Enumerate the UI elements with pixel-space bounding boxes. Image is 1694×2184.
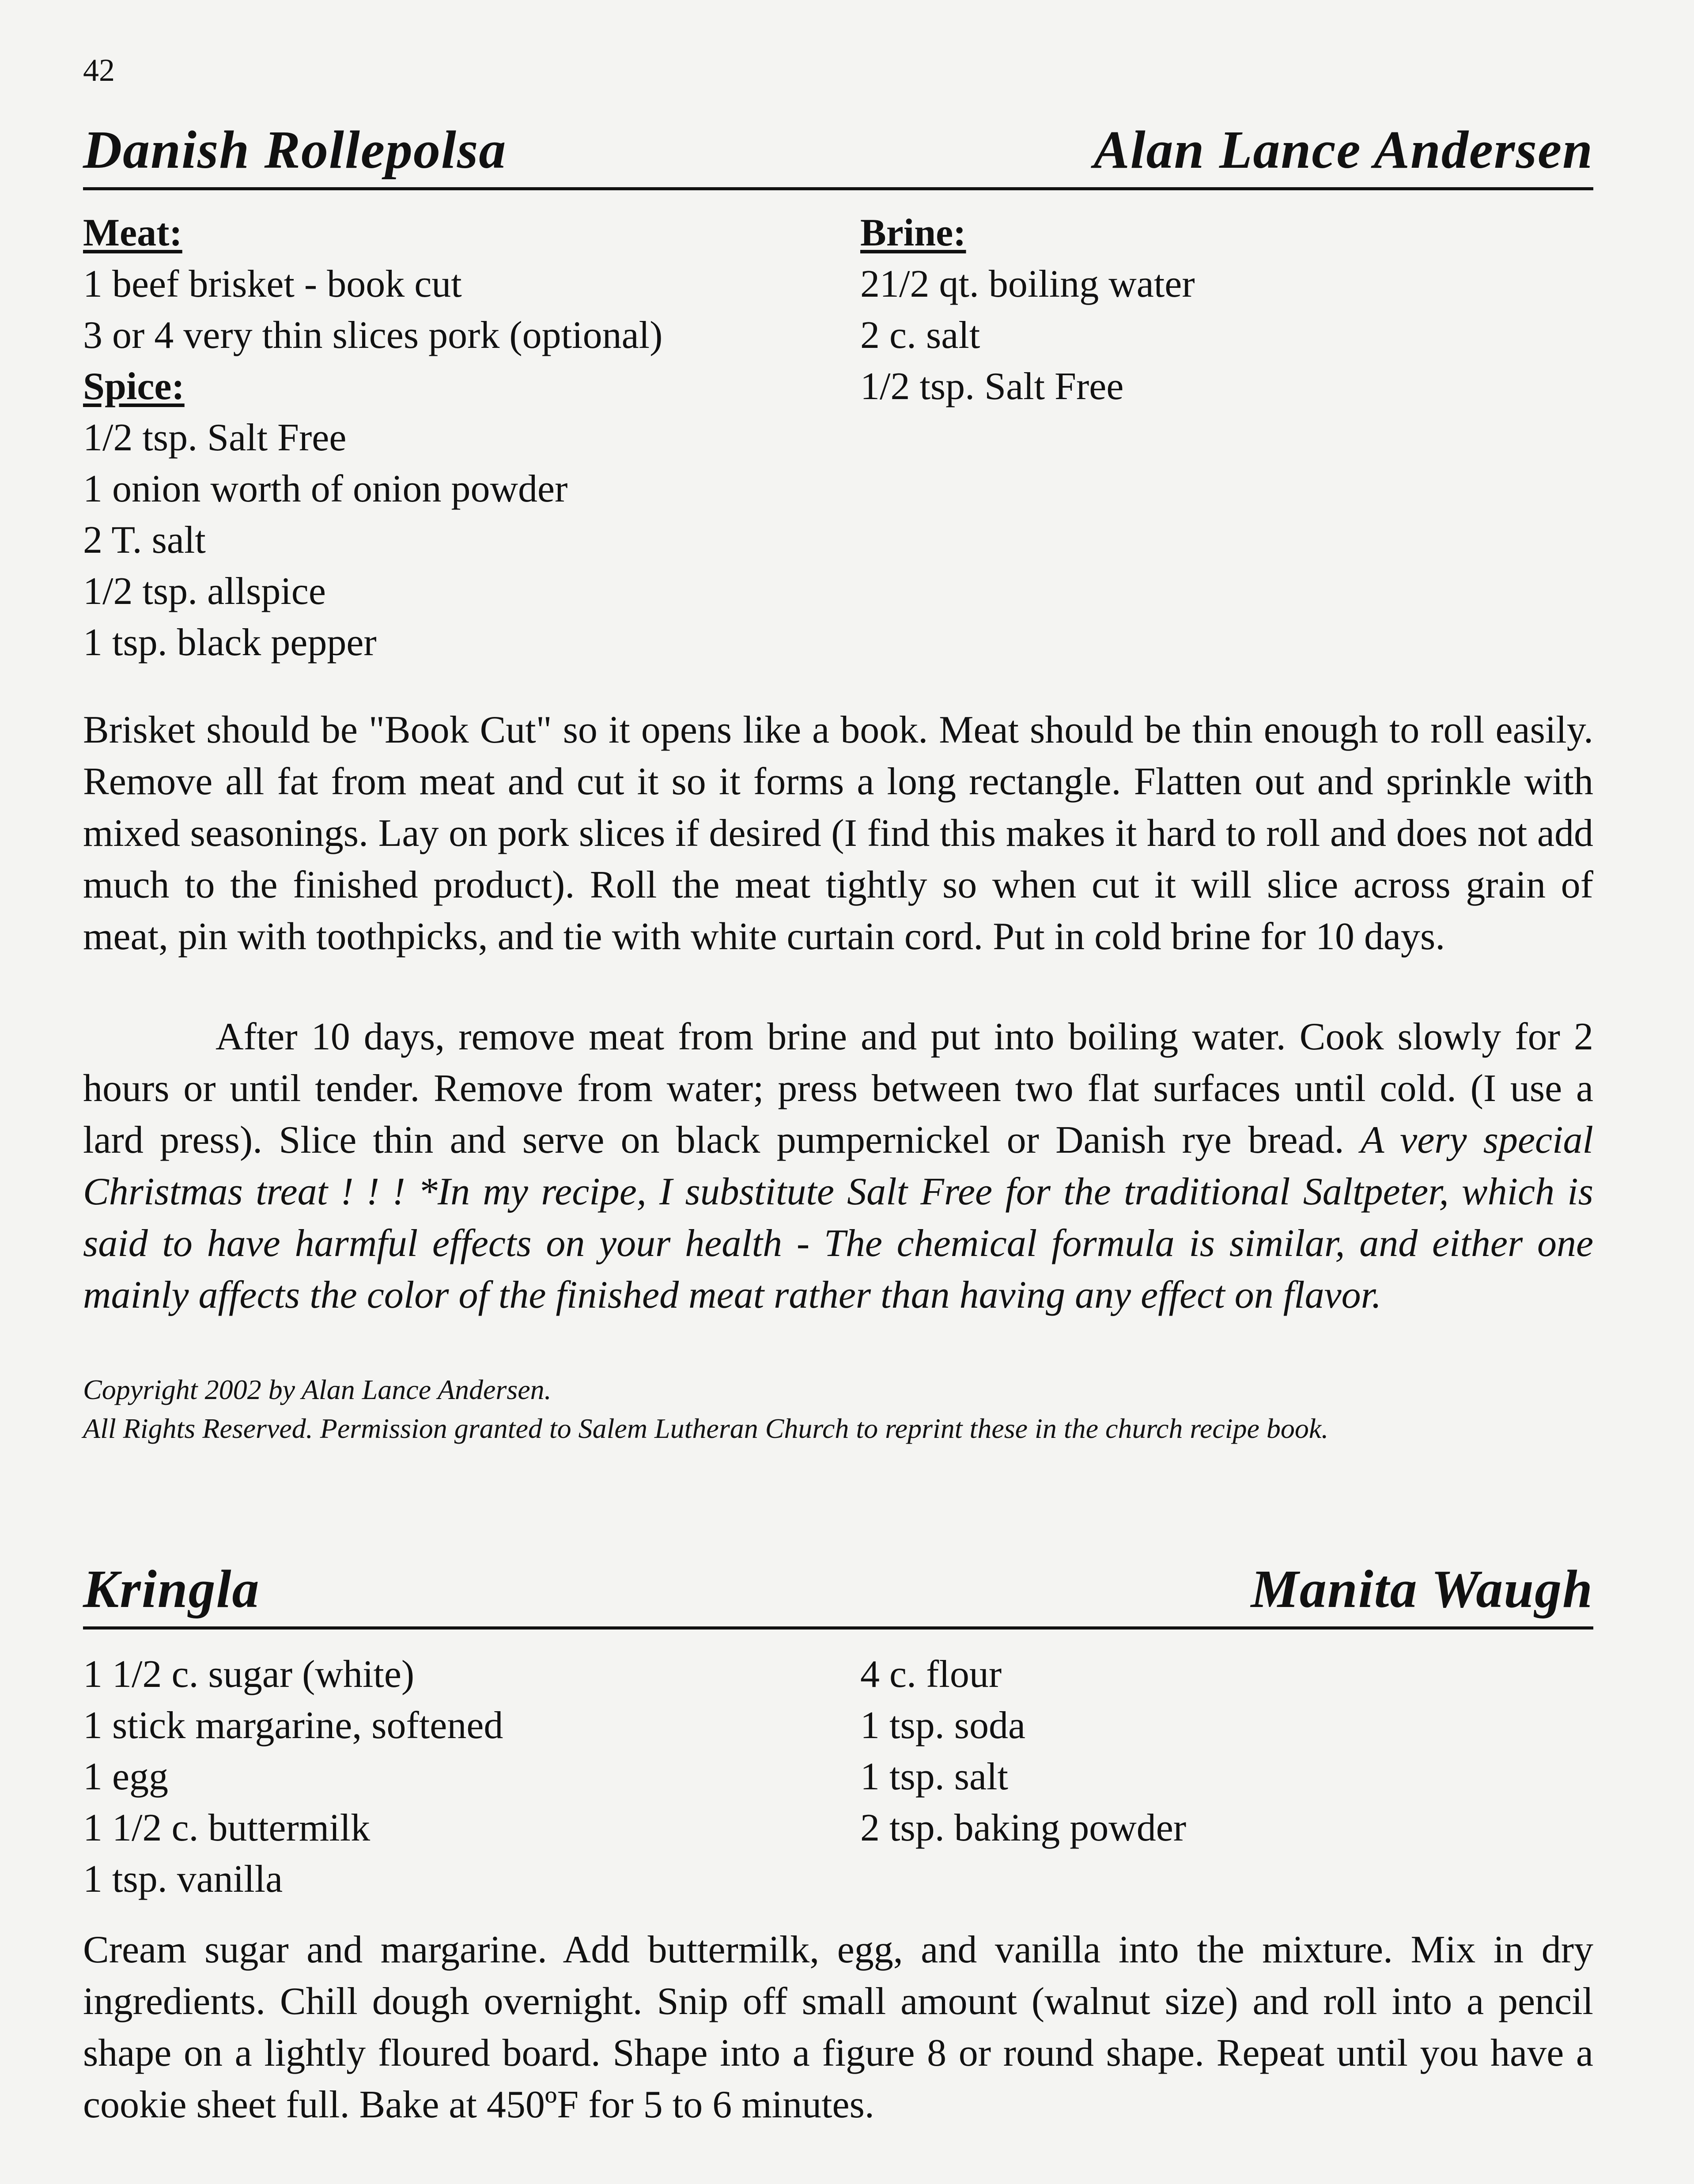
ingredient: 2 c. salt bbox=[860, 314, 980, 357]
ingredient: 2 tsp. baking powder bbox=[860, 1807, 1187, 1849]
recipe-title: Kringla bbox=[83, 1559, 260, 1619]
recipe-title: Danish Rollepolsa bbox=[83, 120, 507, 180]
rights-notice: All Rights Reserved. Permission granted to Salem Lutheran Church to reprint these in the church recipe book. bbox=[83, 1413, 1329, 1444]
ingredient: 2 T. salt bbox=[83, 519, 206, 562]
ingredient: 21/2 qt. boiling water bbox=[860, 263, 1195, 306]
instructions-text: After 10 days, remove meat from brine and put into boiling water. Cook slowly for 2 hours or until tender. Remove from water; press between two flat surfaces until cold. (I use a lard press). Slice thin and serve on black pumpernickel or Danish rye bread. bbox=[83, 1015, 1593, 1162]
instructions-paragraph: Brisket should be "Book Cut" so it opens like a book. Meat should be thin enough to roll easily. Remove all fat from meat and cut it so it forms a long rectangle. Flatten out and sprinkle with mixed seasonings. Lay on pork slices if desired (I find this makes it hard to roll and does not add much to the finished product). Roll the meat tightly so when cut it will slice across grain of meat, pin with toothpicks, and tie with white curtain cord. Put in cold brine for 10 days. bbox=[83, 709, 1593, 958]
ingredient: 1 1/2 c. buttermilk bbox=[83, 1807, 371, 1849]
kringla-instructions: Cream sugar and margarine. Add buttermilk, egg, and vanilla into the mixture. Mix in dry ingredients. Chill dough overnight. Snip off small amount (walnut size) and roll into a pencil shape on a lightly floured board. Shape into a figure 8 or round shape. Repeat until you have a cookie sheet full. Bake at 450ºF for 5 to 6 minutes. bbox=[83, 1928, 1593, 2126]
ingredient: 1/2 tsp. allspice bbox=[83, 570, 326, 613]
ingredient: 1 egg bbox=[83, 1755, 169, 1798]
ingredient: 1/2 tsp. Salt Free bbox=[860, 365, 1124, 408]
ingredient: 1 tsp. vanilla bbox=[83, 1858, 283, 1901]
recipe-title-bar bbox=[83, 1558, 1593, 1630]
recipe-author: Alan Lance Andersen bbox=[1093, 120, 1593, 180]
ingredient: 4 c. flour bbox=[860, 1653, 1002, 1696]
ingredient: 1 tsp. black pepper bbox=[83, 621, 377, 664]
ingredient: 1 1/2 c. sugar (white) bbox=[83, 1653, 415, 1696]
ingredient: 1 stick margarine, softened bbox=[83, 1704, 503, 1747]
brine-column bbox=[860, 207, 1195, 412]
meat-heading: Meat: bbox=[83, 211, 182, 254]
instructions-note: A very special Christmas treat ! ! ! *In my recipe, I substitute Salt Free for the traditional Saltpeter, which is said to have harmful effects on your health - The chemical formula is similar, and either one mainly affects the color of the finished meat rather than having any effect on flavor. bbox=[83, 1119, 1594, 1316]
ingredients-left-column bbox=[83, 1649, 503, 1905]
copyright-notice: Copyright 2002 by Alan Lance Andersen. bbox=[83, 1374, 552, 1405]
ingredient: 1 tsp. salt bbox=[860, 1755, 1008, 1798]
recipe-author: Manita Waugh bbox=[1251, 1559, 1593, 1619]
ingredient: 1/2 tsp. Salt Free bbox=[83, 416, 347, 459]
ingredient: 1 onion worth of onion powder bbox=[83, 468, 568, 510]
ingredient: 1 beef brisket - book cut bbox=[83, 263, 462, 306]
spice-heading: Spice: bbox=[83, 365, 185, 408]
page-number: 42 bbox=[83, 53, 115, 88]
ingredient: 1 tsp. soda bbox=[860, 1704, 1025, 1747]
ingredients-right-column bbox=[860, 1649, 1186, 1854]
meat-spice-column bbox=[83, 207, 662, 668]
brine-heading: Brine: bbox=[860, 211, 966, 254]
ingredient: 3 or 4 very thin slices pork (optional) bbox=[83, 314, 663, 357]
recipe-title-bar bbox=[83, 119, 1593, 190]
instructions-paragraph-2 bbox=[83, 1011, 1593, 1321]
